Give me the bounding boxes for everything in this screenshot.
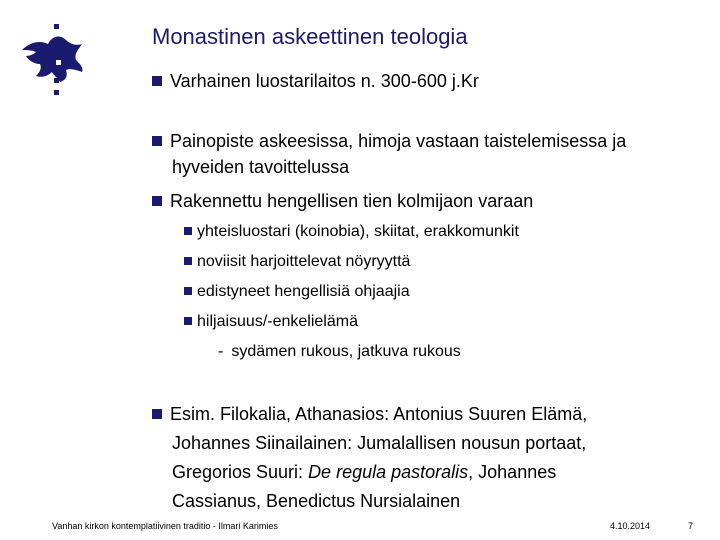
sub-item: edistyneet hengellisiä ohjaajia: [184, 282, 410, 302]
bullet-ascetic-focus: [152, 128, 626, 180]
sub-item: noviisit harjoittelevat nöyryyttä: [184, 252, 410, 272]
dash-bullet: -: [218, 343, 224, 360]
logo-square-top: [54, 24, 59, 29]
bullet-threefold-path: [152, 188, 533, 214]
university-logo: [18, 22, 90, 100]
sub-sub-item: [218, 342, 461, 362]
square-bullet-icon: [152, 76, 162, 86]
logo-square-mid-2: [54, 78, 59, 83]
bullet-examples: Esim. Filokalia, Athanasios: Antonius Suuren Elämä, Johannes Siinailainen: Jumalallisen nousun portaat, Gregorios Suuri: De regula pastoralis, Johannes Cassianus, Benedictus Nursialainen: [152, 400, 587, 516]
square-bullet-icon: [184, 317, 192, 325]
flame-shape: [22, 37, 83, 82]
bullet-text: Painopiste askeesissa, himoja vastaan taistelemisessa ja: [170, 131, 627, 151]
footer-date: 4.10.2014: [610, 521, 651, 531]
sub-item: yhteisluostari (koinobia), skiitat, erakkomunkit: [184, 222, 519, 242]
square-bullet-icon: [184, 287, 192, 295]
square-bullet-icon: [184, 257, 192, 265]
footer-text: Vanhan kirkon kontemplatiivinen traditio - Ilmari Karimies: [52, 521, 278, 531]
slide-title: Monastinen askeettinen teologia: [152, 24, 468, 49]
sub-sub-item-text: sydämen rukous, jatkuva rukous: [231, 343, 461, 360]
square-bullet-icon: [152, 409, 162, 419]
square-bullet-icon: [152, 196, 162, 206]
bullet-early-monasticism: [152, 68, 479, 94]
logo-square-mid: [56, 60, 61, 65]
bullet-text-continued: hyveiden tavoittelussa: [172, 157, 350, 177]
square-bullet-icon: [184, 227, 192, 235]
bullet-text: Varhainen luostarilaitos n. 300-600 j.Kr: [170, 71, 479, 91]
sub-item: hiljaisuus/-enkelielämä: [184, 312, 358, 332]
bullet-text: Rakennettu hengellisen tien kolmijaon varaan: [170, 191, 534, 211]
italic-title: De regula pastoralis: [308, 462, 469, 482]
logo-square-bottom: [54, 90, 59, 95]
square-bullet-icon: [152, 136, 162, 146]
page-number: 7: [688, 521, 694, 531]
